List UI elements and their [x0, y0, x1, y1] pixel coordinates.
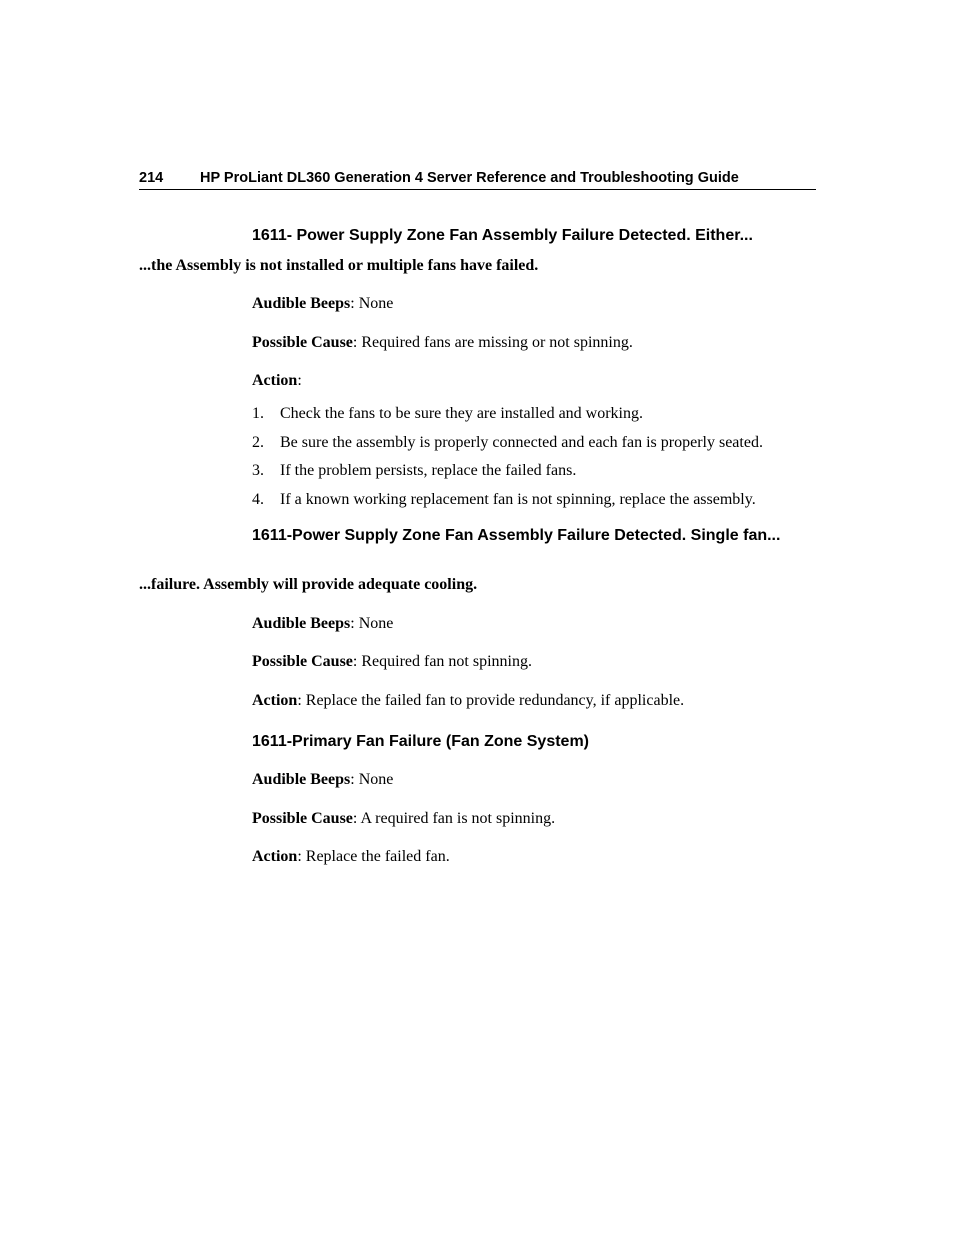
list-text: If the problem persists, replace the failed fans. — [280, 462, 577, 479]
section-2-heading: 1611-Power Supply Zone Fan Assembly Failure Detected. Single fan... — [252, 527, 781, 544]
possible-cause-label: Possible Cause — [252, 334, 353, 351]
section-2-audible-beeps — [252, 614, 812, 634]
section-3-possible-cause — [252, 809, 812, 829]
list-item — [252, 404, 812, 424]
page-number: 214 — [139, 170, 164, 186]
section-1-audible-beeps — [252, 294, 812, 314]
list-text: If a known working replacement fan is not spinning, replace the assembly. — [280, 491, 756, 508]
header-title: HP ProLiant DL360 Generation 4 Server Reference and Troubleshooting Guide — [200, 170, 739, 186]
section-3-heading: 1611-Primary Fan Failure (Fan Zone System) — [252, 733, 590, 750]
section-2-possible-cause — [252, 652, 812, 672]
section-1-heading: 1611- Power Supply Zone Fan Assembly Failure Detected. Either... — [252, 227, 753, 244]
list-number: 3. — [252, 462, 264, 479]
section-1-subheading: ...the Assembly is not installed or multiple fans have failed. — [139, 257, 539, 274]
running-header — [139, 169, 816, 190]
audible-beeps-label: Audible Beeps — [252, 771, 351, 788]
possible-cause-label: Possible Cause — [252, 810, 353, 827]
list-item — [252, 461, 812, 481]
action-label: Action — [252, 692, 298, 709]
list-number: 1. — [252, 405, 264, 422]
possible-cause-value: : A required fan is not spinning. — [352, 810, 556, 827]
possible-cause-value: : Required fans are missing or not spinning. — [352, 334, 633, 351]
action-value: : Replace the failed fan. — [297, 848, 450, 865]
section-1-action — [252, 371, 812, 391]
action-label: Action — [252, 372, 298, 389]
action-label: Action — [252, 848, 298, 865]
section-2-action — [252, 691, 812, 711]
list-number: 4. — [252, 491, 264, 508]
action-value: : — [297, 372, 302, 389]
possible-cause-label: Possible Cause — [252, 653, 353, 670]
section-3-action — [252, 847, 812, 867]
section-2-subheading: ...failure. Assembly will provide adequate cooling. — [139, 576, 478, 593]
section-3-audible-beeps — [252, 770, 812, 790]
list-number: 2. — [252, 434, 264, 451]
section-1-possible-cause — [252, 333, 812, 353]
list-item — [252, 490, 812, 510]
audible-beeps-value: : None — [350, 295, 394, 312]
possible-cause-value: : Required fan not spinning. — [352, 653, 532, 670]
list-text: Be sure the assembly is properly connected and each fan is properly seated. — [280, 434, 763, 451]
list-text: Check the fans to be sure they are installed and working. — [280, 405, 643, 422]
audible-beeps-value: : None — [350, 771, 394, 788]
list-item — [252, 433, 812, 453]
audible-beeps-label: Audible Beeps — [252, 295, 351, 312]
action-value: : Replace the failed fan to provide redundancy, if applicable. — [297, 692, 685, 709]
audible-beeps-value: : None — [350, 615, 394, 632]
audible-beeps-label: Audible Beeps — [252, 615, 351, 632]
